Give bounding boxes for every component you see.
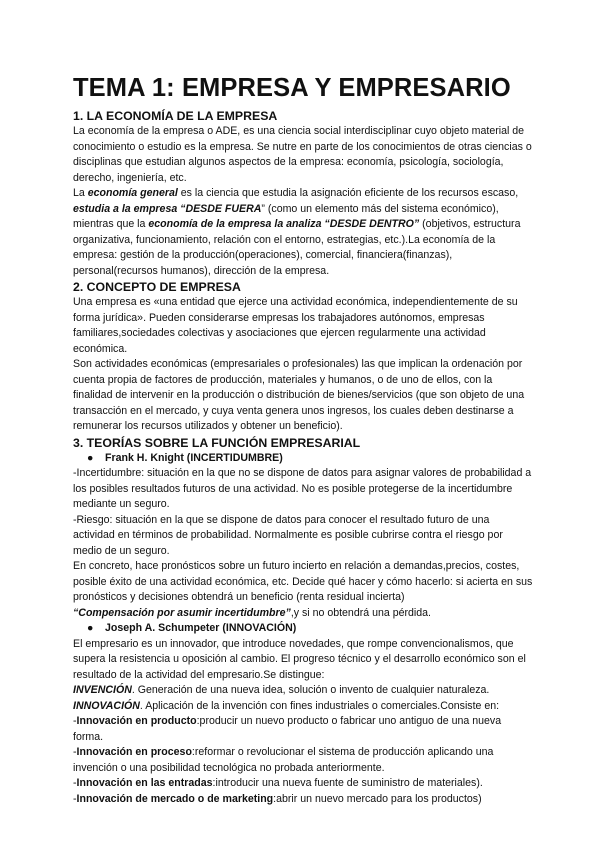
knight-quote: “Compensación por asumir incertidumbre” [73, 606, 291, 619]
innovation-item: -Innovación en producto:producir un nuevo producto o fabricar uno antiguo de una nueva forma. [73, 715, 502, 743]
section-1-paragraph-2 [73, 186, 533, 279]
section-3-heading: 3. TEORÍAS SOBRE LA FUNCIÓN EMPRESARIAL [73, 435, 361, 450]
p2-text-a: La [73, 187, 88, 199]
section-1-paragraph-1: La economía de la empresa o ADE, es una ciencia social interdisciplinar cuyo objeto material de conocimiento o estudio es la empresa. Se nutre en parte de los conocimientos de otras ciencias o disciplinas que estudian algunos aspectos de la empresa: economía, psicología, sociología, derecho, ingeniería, etc. [73, 125, 532, 184]
document-title: TEMA 1: EMPRESA Y EMPRESARIO [73, 74, 511, 102]
section-2-paragraph-2: Son actividades económicas (empresariales o profesionales) las que implican la ordenación por cuenta propia de factores de producción, materiales y humanos, o de uno de ellos, con la finalidad de intervenir en la producción o distribución de bienes/servicios (que son objeto de una transacción en el mercado, y cuya venta genera unos ingresos, los cuales deben destinarse a remunerar los recursos utilizados y obtener un beneficio). [73, 358, 525, 432]
innovacion-label: INNOVACIÓN [73, 699, 140, 712]
knight-quote-rest: ,y si no obtendrá una pérdida. [290, 606, 431, 619]
section-2-heading: 2. CONCEPTO DE EMPRESA [73, 280, 241, 294]
p2-text-g: (objetivos, estructura organizativa, funcionamiento, relación con el entorno, estrategias, etc.).La economía de la empresa: gestión de la producción(operaciones), comercial, financiera(finanzas), personal(recursos humanos), dirección de la empresa. [73, 218, 521, 277]
bullet-icon: ● [87, 451, 94, 464]
bullet-icon: ● [87, 622, 94, 634]
term-desde-dentro: economía de la empresa la analiza “DESDE DENTRO” [148, 218, 420, 230]
innovation-item: -Innovación en proceso:reformar o revolucionar el sistema de producción aplicando una invención o una posibilidad tecnológica no probada anteriormente. [73, 746, 494, 774]
knight-bullet [73, 451, 533, 467]
innovation-item-label: Innovación de mercado o de marketing [76, 792, 274, 805]
invencion-label: INVENCIÓN [73, 684, 132, 696]
innovacion-line [73, 699, 533, 715]
innovation-item: -Innovación de mercado o de marketing:abrir un nuevo mercado para los productos) [73, 792, 482, 805]
invencion-text: . Generación de una nueva idea, solución o invento de cualquier naturaleza. [131, 684, 490, 696]
section-1-heading: 1. LA ECONOMÍA DE LA EMPRESA [73, 109, 278, 123]
knight-paragraph-2: -Riesgo: situación en la que se dispone de datos para conocer el resultado futuro de una actividad en términos de probabilidad. Normalmente es posible cubrirse contra el riesgo por medio de un seguro. [73, 513, 503, 557]
innovation-item-label: Innovación en las entradas [76, 777, 213, 789]
innovation-item-text: :reformar o revolucionar el sistema de producción aplicando una invención o una posibilidad tecnológica no probada anteriormente. [73, 746, 494, 774]
knight-paragraph-4 [73, 606, 533, 622]
innovation-item-text: :abrir un nuevo mercado para los productos) [273, 792, 482, 805]
knight-paragraph-1: -Incertidumbre: situación en la que no se dispone de datos para asignar valores de probabilidad a los posibles resultados futuros de una actividad. No es posible protegerse de la incertidumbre mediante un seguro. [73, 467, 532, 510]
term-economia-general: economía general [87, 187, 178, 199]
innovacion-text: . Aplicación de la invención con fines industriales o comerciales.Consiste en: [139, 699, 500, 712]
innovation-item-text: :producir un nuevo producto o fabricar uno antiguo de una nueva forma. [73, 715, 502, 743]
innovation-item-label: Innovación en producto [76, 715, 197, 727]
document-page [73, 72, 533, 807]
knight-paragraph-3: En concreto, hace pronósticos sobre un futuro incierto en relación a demandas,precios, costes, posible éxito de una actividad económica, etc. Decide qué hacer y cómo hacerlo: si acierta en sus pronósticos y decisiones obtendrá un beneficio (renta residual incierta) [73, 560, 533, 603]
section-2-paragraph-1: Una empresa es «una entidad que ejerce una actividad económica, independientemente de su forma jurídica». Pueden considerarse empresas los trabajadores autónomos, empresas familiares,sociedades colectivas y asociaciones que ejercen regularmente una actividad económica. [73, 296, 518, 355]
schumpeter-paragraph-1: El empresario es un innovador, que introduce novedades, que rompe convencionalismos, que supera la resistencia u oposición al cambio. El progreso técnico y el desarrollo económico son el resultado de la actividad del empresario.Se distingue: [73, 637, 526, 681]
schumpeter-heading: Joseph A. Schumpeter (INNOVACIÓN) [105, 622, 297, 634]
term-desde-fuera: estudia a la empresa “DESDE FUERA [73, 202, 262, 215]
innovation-item-label: Innovación en proceso [76, 746, 192, 758]
p2-text-e: ” (como un elemento más del sistema económico), mientras que la [73, 202, 499, 230]
invencion-line [73, 683, 533, 699]
knight-heading: Frank H. Knight (INCERTIDUMBRE) [105, 451, 283, 464]
schumpeter-bullet [73, 621, 533, 637]
innovation-item-text: :introducir una nueva fuente de suministro de materiales). [212, 777, 483, 789]
innovation-item: -Innovación en las entradas:introducir una nueva fuente de suministro de materiales). [73, 777, 483, 789]
p2-text-c: es la ciencia que estudia la asignación eficiente de los recursos escaso, [177, 187, 519, 199]
